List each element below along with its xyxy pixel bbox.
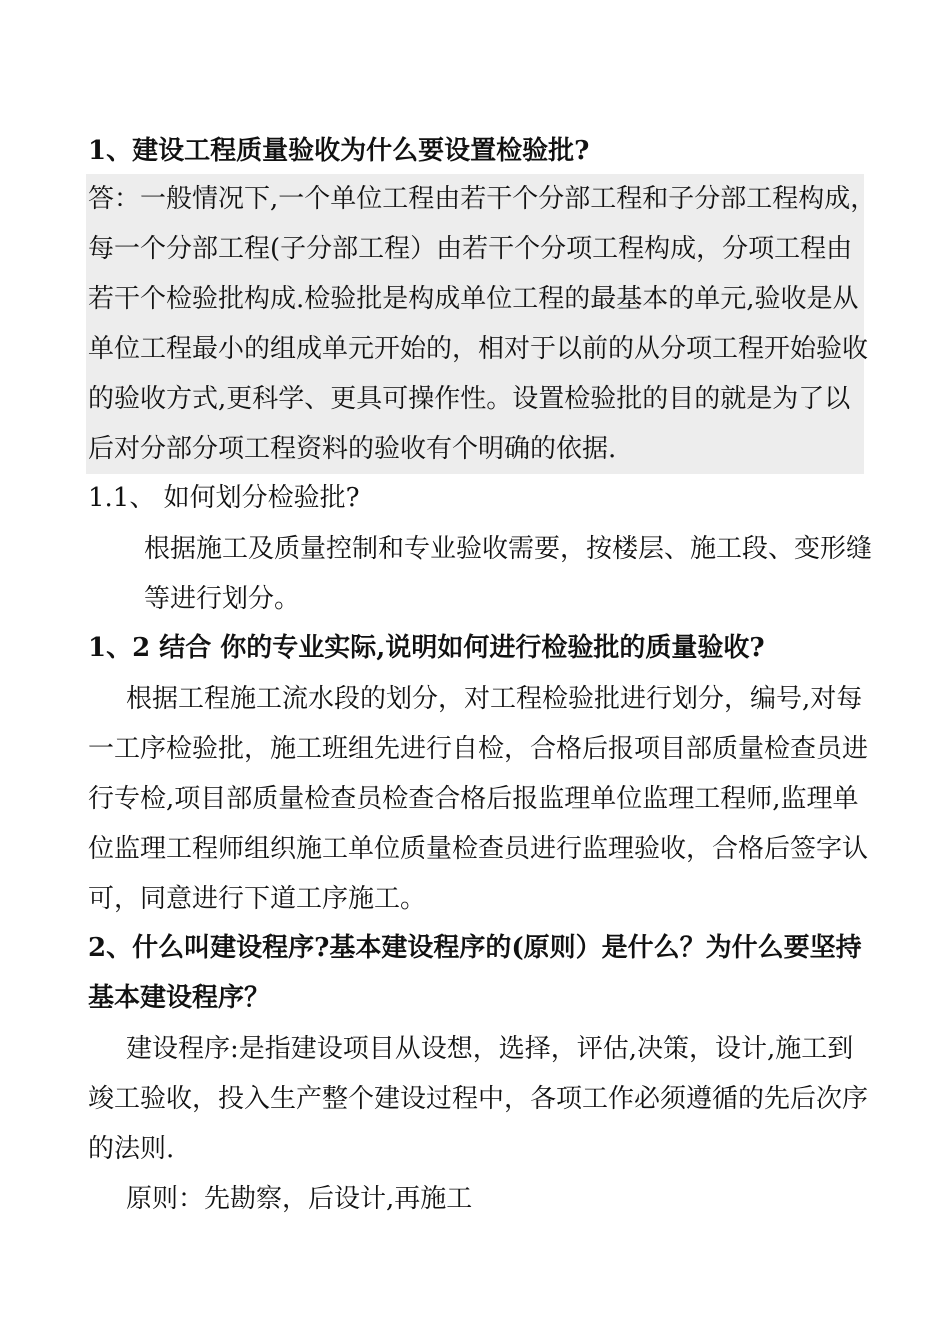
answer-1-2-line: 行专检,项目部质量检查员检查合格后报监理单位监理工程师,监理单 — [88, 784, 859, 814]
question-1-1-heading: 1.1、 如何划分检验批? — [88, 483, 360, 513]
answer-2-line: 的法则. — [88, 1134, 175, 1164]
answer-1-line: 的验收方式,更科学、更具可操作性。设置检验批的目的就是为了以 — [88, 384, 851, 414]
answer-2-line: 竣工验收，投入生产整个建设过程中，各项工作必须遵循的先后次序 — [88, 1084, 869, 1114]
answer-1-line: 答：一般情况下,一个单位工程由若干个分部工程和子分部工程构成， — [88, 184, 877, 214]
answer-1-2-line: 可，同意进行下道工序施工。 — [88, 884, 427, 914]
question-1-2-heading: 1、2 结合 你的专业实际,说明如何进行检验批的质量验收? — [88, 633, 765, 663]
principle-line: 原则：先勘察，后设计,再施工 — [126, 1184, 473, 1214]
question-2-heading-cont: 基本建设程序？ — [88, 983, 271, 1013]
answer-1-2-line: 根据工程施工流水段的划分，对工程检验批进行划分，编号,对每 — [126, 684, 863, 714]
answer-1-2-line: 位监理工程师组织施工单位质量检查员进行监理验收，合格后签字认 — [88, 834, 869, 864]
answer-1-1-line: 根据施工及质量控制和专业验收需要，按楼层、施工段、变形缝 — [144, 534, 873, 564]
answer-2-line: 建设程序:是指建设项目从设想，选择，评估,决策，设计,施工到 — [126, 1034, 854, 1064]
answer-1-line: 后对分部分项工程资料的验收有个明确的依据. — [88, 434, 617, 464]
answer-1-line: 若干个检验批构成.检验批是构成单位工程的最基本的单元,验收是从 — [88, 284, 859, 314]
answer-1-line: 每一个分部工程(子分部工程）由若干个分项工程构成，分项工程由 — [88, 234, 853, 264]
question-1-heading: 1、建设工程质量验收为什么要设置检验批? — [88, 136, 590, 166]
answer-1-2-line: 一工序检验批，施工班组先进行自检，合格后报项目部质量检查员进 — [88, 734, 869, 764]
question-2-heading: 2、什么叫建设程序?基本建设程序的(原则）是什么？为什么要坚持 — [88, 933, 862, 963]
answer-1-line: 单位工程最小的组成单元开始的，相对于以前的从分项工程开始验收 — [88, 334, 869, 364]
answer-1-1-line: 等进行划分。 — [144, 584, 301, 614]
